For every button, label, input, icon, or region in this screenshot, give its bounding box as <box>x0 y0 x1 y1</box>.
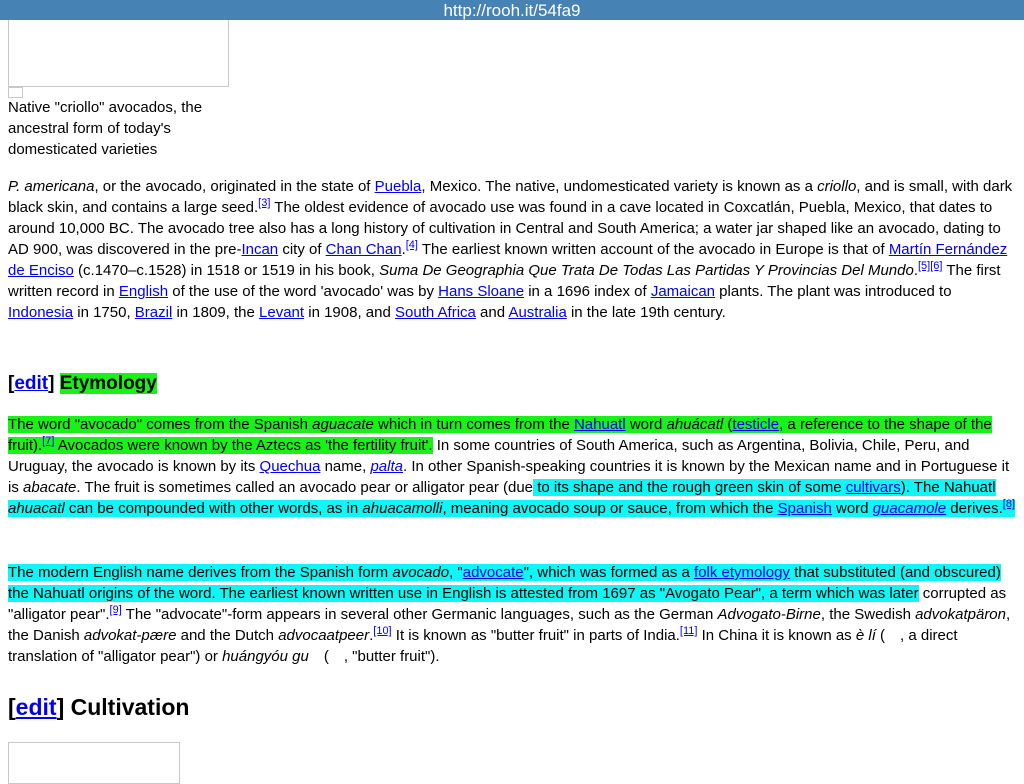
ref-11[interactable]: [11] <box>679 625 698 637</box>
image-caption: Native "criollo" avocados, the ancestral form of today's domesticated varieties <box>8 99 203 158</box>
history-paragraph: P. americana, or the avocado, originated in the state of Puebla, Mexico. The native, undomesticated variety is known as a criollo, and is small, with dark black skin, and contains a large seed.[3] The oldest evidence of avocado use was found in a cave located in Coxcatlán, Puebla, Mexico, that dates to around 10,000 BC. The avocado tree also has a long history of cultivation in Central and South America; a water jar shaped like an avocado, dating to AD 900, was discovered in the pre-Incan city of Chan Chan.[4] The earliest known written account of the avocado in Europe is that of Martín Fernández de Enciso (c.1470–c.1528) in 1518 or 1519 in his book, Suma De Geographia Que Trata De Todas Las Partidas Y Provincias Del Mundo.[5][6] The first written record in English of the use of the word 'avocado' was by Hans Sloane in a 1696 index of Jamaican plants. The plant was introduced to Indonesia in 1750, Brazil in 1809, the Levant in 1908, and South Africa and Australia in the late 19th century. <box>8 178 1013 321</box>
link-chan-chan[interactable]: Chan Chan <box>325 241 402 258</box>
link-cultivars[interactable]: cultivars <box>845 479 901 496</box>
edit-etymology-link[interactable]: edit <box>14 373 49 394</box>
ref-10[interactable]: [10] <box>373 625 392 637</box>
ref-5[interactable]: [5] <box>918 260 931 272</box>
cyan-highlight: to its shape and the rough green skin of some cultivars). The Nahuatl ahuacatl can be compounded with other words, as in ahuacamolli, meaning avocado soup or sauce, from which the Spanish word guacamole derives.[8] <box>8 479 1016 517</box>
url-banner[interactable] <box>0 0 1024 20</box>
short-url[interactable]: http://rooh.it/54fa9 <box>443 1 581 20</box>
link-enciso[interactable]: Martín Fernández de Enciso <box>8 241 1008 279</box>
link-puebla[interactable]: Puebla <box>374 178 422 195</box>
cyan-highlight-2: The modern English name derives from the Spanish form avocado, "advocate", which was formed as a folk etymology that substituted (and obscured) the Nahuatl origins of the word. The earliest known written use in English is attested from 1697 as "Avogato Pear", a term which was later <box>8 564 1001 602</box>
link-nahuatl[interactable]: Nahuatl <box>573 416 626 433</box>
link-levant[interactable]: Levant <box>259 304 305 321</box>
link-folk-etymology[interactable]: folk etymology <box>694 564 790 581</box>
ref-8[interactable]: [8] <box>1002 498 1016 510</box>
link-brazil[interactable]: Brazil <box>134 304 173 321</box>
link-hans-sloane[interactable]: Hans Sloane <box>438 283 525 300</box>
link-quechua[interactable]: Quechua <box>259 458 321 475</box>
cultivation-title: Cultivation <box>64 694 190 720</box>
link-incan[interactable]: Incan <box>241 241 279 258</box>
link-testicle[interactable]: testicle <box>732 416 780 433</box>
link-jamaican[interactable]: Jamaican <box>650 283 716 300</box>
etymology-heading: [edit] Etymology <box>8 373 157 394</box>
link-english[interactable]: English <box>118 283 169 300</box>
ref-7[interactable]: [7] <box>42 435 55 447</box>
ref-9[interactable]: [9] <box>109 604 122 616</box>
etymology-paragraph-2: The modern English name derives from the Spanish form avocado, "advocate", which was formed as a folk etymology that substituted (and obscured) the Nahuatl origins of the word. The earliest known written use in English is attested from 1697 as "Avogato Pear", a term which was later corrupted as "alligator pear".[9] The "advocate"-form appears in several other Germanic languages, such as the German Advogato-Birne, the Swedish advokatpäron, the Danish advokat-pære and the Dutch advocaatpeer.[10] It is known as "butter fruit" in parts of India.[11] In China it is known as è lí ( , a direct translation of "alligator pear") or huángyóu gu ( , "butter fruit"). <box>8 564 1011 665</box>
cultivation-image-thumbnail[interactable] <box>8 742 180 784</box>
ref-6[interactable]: [6] <box>930 260 943 272</box>
green-highlight: The word "avocado" comes from the Spanish aguacate which in turn comes from the Nahuatl word ahuácatl (testicle, a reference to the shape of the fruit).[7] Avocados were known by the Aztecs as 'the fertility fruit'. <box>8 416 992 454</box>
etymology-paragraph-1: The word "avocado" comes from the Spanish aguacate which in turn comes from the Nahuatl word ahuácatl (testicle, a reference to the shape of the fruit).[7] Avocados were known by the Aztecs as 'the fertility fruit'. In some countries of South America, such as Argentina, Bolivia, Chile, Peru, and Uruguay, the avocado is known by its Quechua name, palta. In other Spanish-speaking countries it is known by the Mexican name and in Portuguese it is abacate. The fruit is sometimes called an avocado pear or alligator pear (due to its shape and the rough green skin of some cultivars). The Nahuatl ahuacatl can be compounded with other words, as in ahuacamolli, meaning avocado soup or sauce, from which the Spanish word guacamole derives.[8] <box>8 416 1016 517</box>
ref-3[interactable]: [3] <box>258 197 271 209</box>
link-advocate[interactable]: advocate <box>462 564 524 581</box>
ref-4[interactable]: [4] <box>405 239 418 251</box>
cultivation-heading: [edit] Cultivation <box>8 694 190 720</box>
edit-cultivation-link[interactable]: edit <box>15 694 57 720</box>
link-south-africa[interactable]: South Africa <box>395 304 476 321</box>
link-guacamole[interactable]: guacamole <box>872 500 947 517</box>
link-indonesia[interactable]: Indonesia <box>8 304 74 321</box>
species-name: P. americana <box>8 178 95 195</box>
link-australia[interactable]: Australia <box>508 304 567 321</box>
link-palta[interactable]: palta <box>370 458 403 475</box>
etymology-title: Etymology <box>59 373 157 394</box>
link-spanish[interactable]: Spanish <box>777 500 832 517</box>
